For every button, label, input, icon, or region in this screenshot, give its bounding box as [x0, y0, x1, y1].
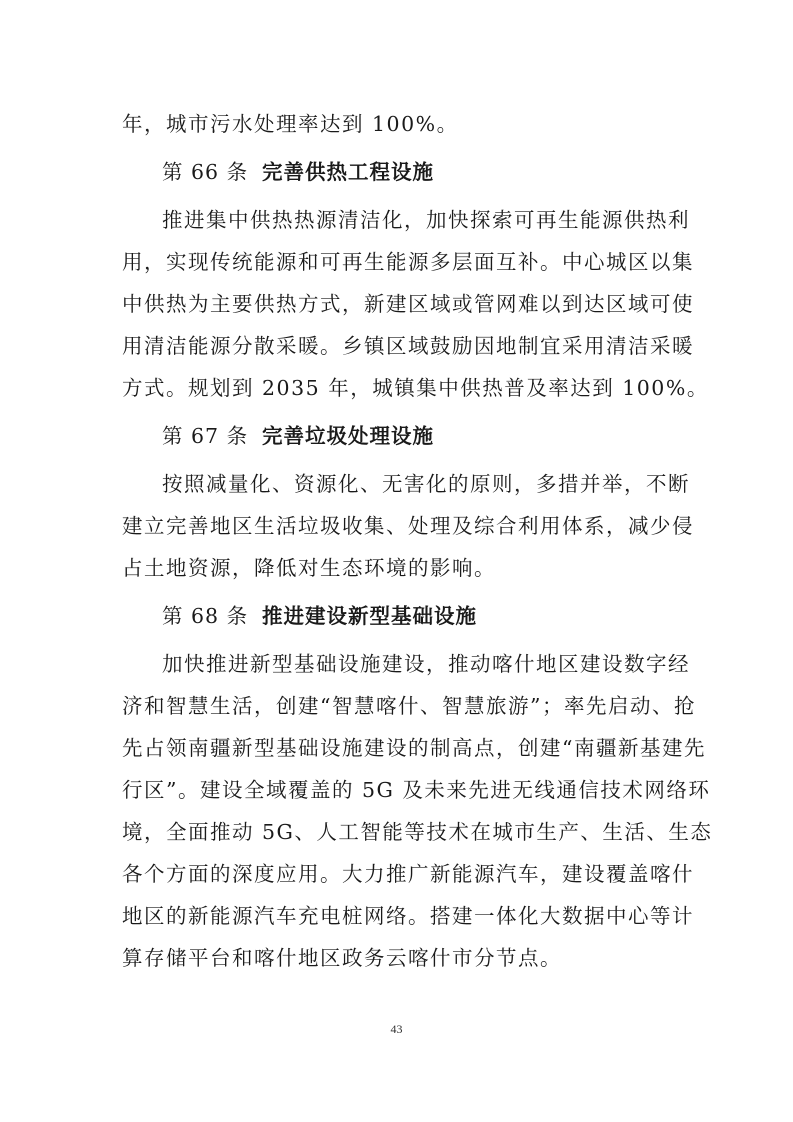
body-line: 用，实现传统能源和可再生能源多层面互补。中心城区以集 [122, 250, 694, 274]
section-heading [162, 422, 434, 450]
body-line: 中供热为主要供热方式，新建区域或管网难以到达区域可使 [122, 292, 694, 316]
body-line: 算存储平台和喀什地区政务云喀什市分节点。 [122, 946, 562, 970]
section-number: 第 68 条 [162, 604, 249, 628]
body-line: 占土地资源，降低对生态环境的影响。 [122, 556, 496, 580]
section-title: 完善供热工程设施 [262, 160, 434, 184]
body-line: 地区的新能源汽车充电桩网络。搭建一体化大数据中心等计 [122, 904, 694, 928]
page-number: 43 [390, 1022, 403, 1036]
section-title: 完善垃圾处理设施 [262, 424, 434, 448]
body-line: 境，全面推动 5G、人工智能等技术在城市生产、生活、生态 [122, 820, 713, 844]
body-line: 年，城市污水处理率达到 100%。 [122, 112, 459, 136]
body-line: 行区”。建设全域覆盖的 5G 及未来先进无线通信技术网络环 [122, 778, 711, 802]
body-line: 用清洁能源分散采暖。乡镇区域鼓励因地制宜采用清洁采暖 [122, 334, 694, 358]
body-line: 先占领南疆新型基础设施建设的制高点，创建“南疆新基建先 [122, 736, 706, 760]
body-line: 建立完善地区生活垃圾收集、处理及综合利用体系，减少侵 [122, 514, 694, 538]
body-line: 各个方面的深度应用。大力推广新能源汽车，建设覆盖喀什 [122, 862, 694, 886]
section-heading [162, 602, 477, 630]
body-line: 济和智慧生活，创建“智慧喀什、智慧旅游”；率先启动、抢 [122, 694, 696, 718]
body-line: 按照减量化、资源化、无害化的原则，多措并举，不断 [162, 472, 690, 496]
section-number: 第 66 条 [162, 160, 249, 184]
section-heading [162, 158, 434, 186]
section-number: 第 67 条 [162, 424, 249, 448]
body-line: 加快推进新型基础设施建设，推动喀什地区建设数字经 [162, 652, 690, 676]
section-title: 推进建设新型基础设施 [262, 604, 477, 628]
body-line: 推进集中供热热源清洁化，加快探索可再生能源供热利 [162, 208, 690, 232]
body-line: 方式。规划到 2035 年，城镇集中供热普及率达到 100%。 [122, 376, 709, 400]
